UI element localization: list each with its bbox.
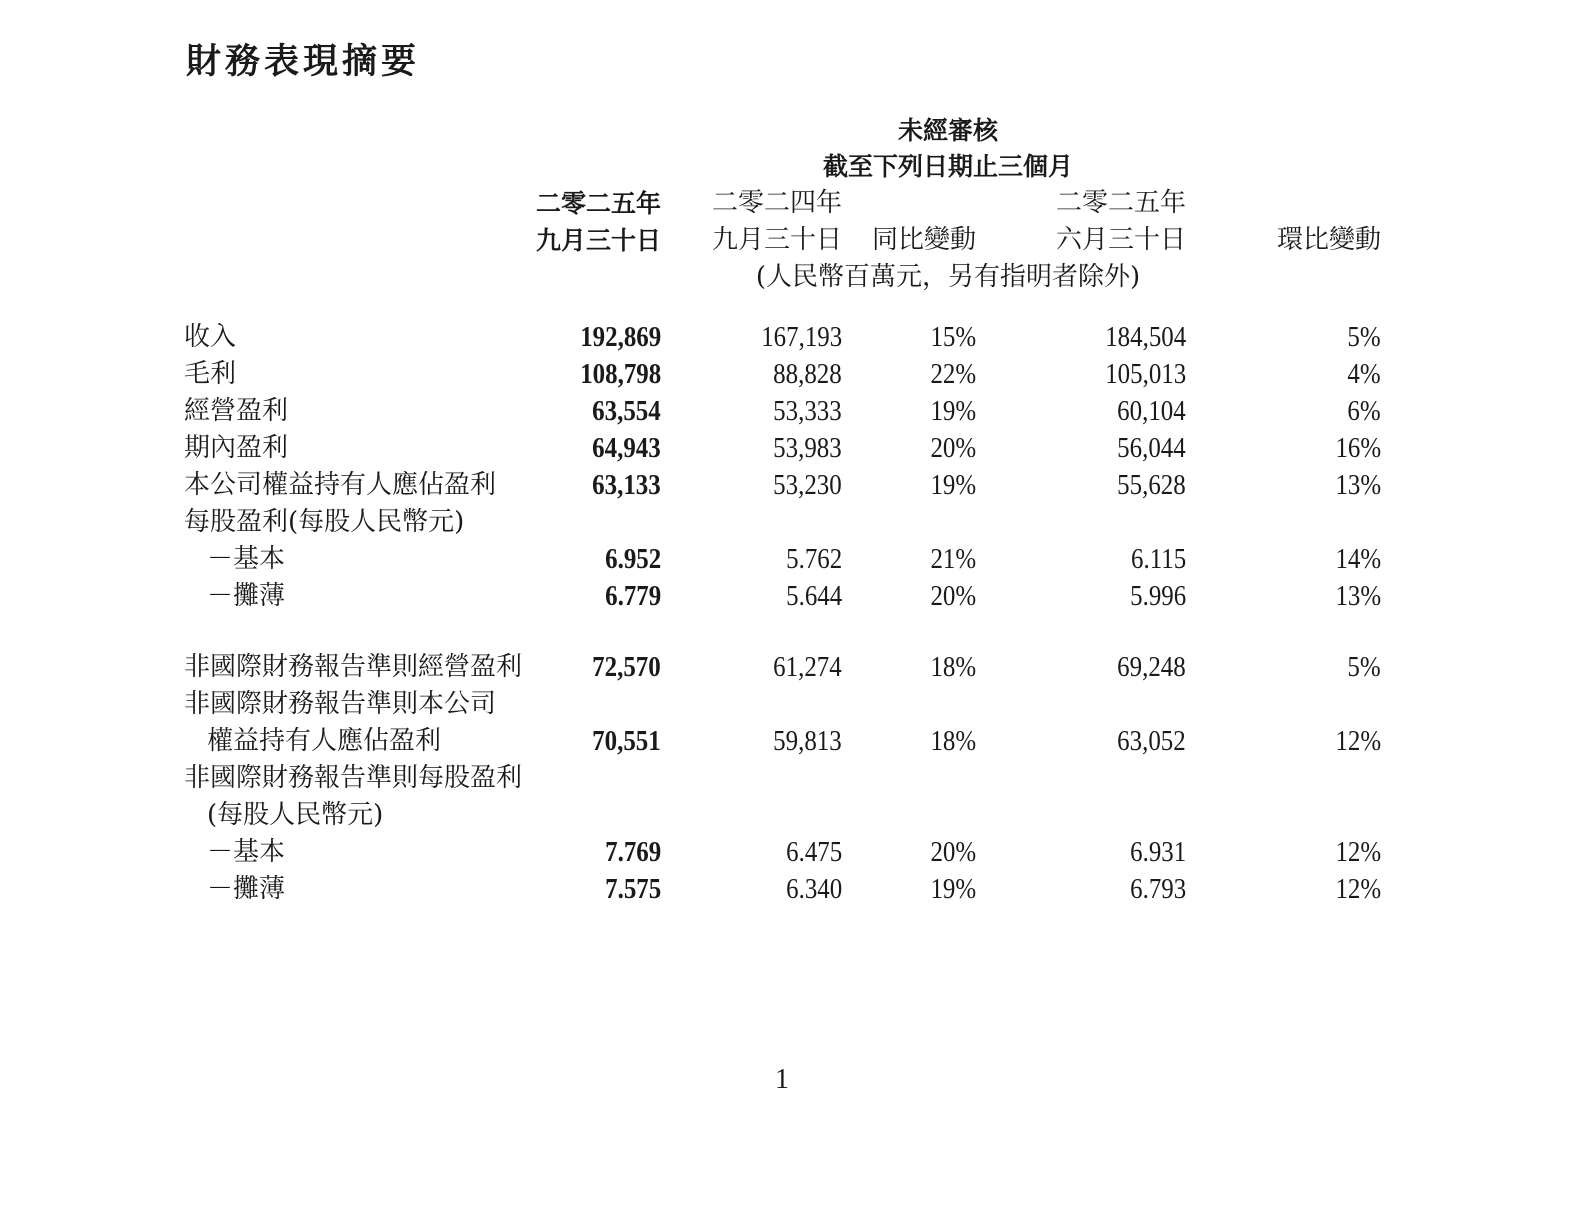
value-yoy: 21% [930, 543, 976, 575]
col-current-year: 二零二五年 [535, 189, 661, 218]
value-prev-quarter: 5.996 [1129, 580, 1186, 612]
value-yoy: 19% [930, 395, 976, 427]
col-current-date: 九月三十日 [535, 226, 661, 255]
value-current: 64,943 [592, 432, 661, 464]
value-current: 72,570 [592, 651, 661, 683]
value-prior: 6.340 [785, 873, 842, 905]
value-yoy: 20% [930, 836, 976, 868]
row-label: 非國際財務報告準則每股盈利 [184, 763, 523, 793]
row-label: 收入 [184, 322, 237, 352]
value-prev-quarter: 105,013 [1104, 358, 1186, 390]
col-prev-quarter-date: 六月三十日 [1055, 225, 1186, 255]
unit-note: (人民幣百萬元，另有指明者除外) [755, 262, 1141, 292]
value-current: 63,554 [592, 395, 661, 427]
col-prev-quarter-year: 二零二五年 [1055, 188, 1186, 218]
value-prev-quarter: 60,104 [1117, 395, 1186, 427]
col-yoy: 同比變動 [871, 225, 976, 255]
value-prior: 5.762 [785, 543, 842, 575]
value-prior: 53,983 [773, 432, 842, 464]
value-prior: 53,333 [773, 395, 842, 427]
row-label: 非國際財務報告準則經營盈利 [184, 652, 523, 682]
value-qoq: 12% [1335, 836, 1381, 868]
value-current: 7.769 [604, 836, 661, 868]
value-yoy: 19% [930, 873, 976, 905]
col-prior-date: 九月三十日 [711, 225, 842, 255]
value-prev-quarter: 6.793 [1129, 873, 1186, 905]
value-yoy: 20% [930, 580, 976, 612]
value-yoy: 19% [930, 469, 976, 501]
value-qoq: 14% [1335, 543, 1381, 575]
row-label: －基本 [207, 837, 286, 867]
value-qoq: 4% [1347, 358, 1381, 390]
value-prior: 61,274 [773, 651, 842, 683]
row-label: －攤薄 [207, 581, 286, 611]
value-prev-quarter: 6.931 [1129, 836, 1186, 868]
value-prev-quarter: 69,248 [1117, 651, 1186, 683]
row-label: 權益持有人應佔盈利 [207, 726, 442, 756]
value-current: 6.952 [604, 543, 661, 575]
value-qoq: 12% [1335, 873, 1381, 905]
value-qoq: 16% [1335, 432, 1381, 464]
value-prior: 5.644 [785, 580, 842, 612]
row-label: (每股人民幣元) [207, 800, 384, 830]
value-qoq: 5% [1347, 321, 1381, 353]
value-prev-quarter: 55,628 [1117, 469, 1186, 501]
value-yoy: 15% [930, 321, 976, 353]
value-yoy: 20% [930, 432, 976, 464]
value-current: 70,551 [592, 725, 661, 757]
value-prior: 53,230 [773, 469, 842, 501]
row-label: 經營盈利 [184, 396, 289, 426]
page-number: 1 [775, 1064, 789, 1095]
value-qoq: 13% [1335, 580, 1381, 612]
value-qoq: 5% [1347, 651, 1381, 683]
value-prev-quarter: 184,504 [1104, 321, 1186, 353]
value-yoy: 22% [930, 358, 976, 390]
row-label: 毛利 [184, 359, 237, 389]
col-qoq: 環比變動 [1276, 225, 1381, 255]
value-prior: 167,193 [760, 321, 842, 353]
value-prev-quarter: 6.115 [1130, 543, 1186, 575]
value-yoy: 18% [930, 651, 976, 683]
value-qoq: 13% [1335, 469, 1381, 501]
value-current: 108,798 [579, 358, 661, 390]
value-prev-quarter: 56,044 [1117, 432, 1186, 464]
value-yoy: 18% [930, 725, 976, 757]
value-prior: 88,828 [773, 358, 842, 390]
value-current: 192,869 [579, 321, 661, 353]
value-prev-quarter: 63,052 [1117, 725, 1186, 757]
row-label: －攤薄 [207, 874, 286, 904]
audit-status: 未經審核 [897, 116, 999, 145]
value-prior: 59,813 [773, 725, 842, 757]
value-current: 6.779 [604, 580, 661, 612]
col-prior-year: 二零二四年 [711, 188, 842, 218]
value-current: 63,133 [592, 469, 661, 501]
row-label: 本公司權益持有人應佔盈利 [184, 470, 497, 500]
period-heading: 截至下列日期止三個月 [822, 152, 1074, 181]
value-prior: 6.475 [785, 836, 842, 868]
row-label: －基本 [207, 544, 286, 574]
page-title: 財務表現摘要 [186, 42, 421, 82]
value-current: 7.575 [604, 873, 661, 905]
value-qoq: 6% [1347, 395, 1381, 427]
row-label: 期內盈利 [184, 433, 289, 463]
value-qoq: 12% [1335, 725, 1381, 757]
row-label: 每股盈利(每股人民幣元) [184, 507, 465, 537]
row-label: 非國際財務報告準則本公司 [184, 689, 497, 719]
